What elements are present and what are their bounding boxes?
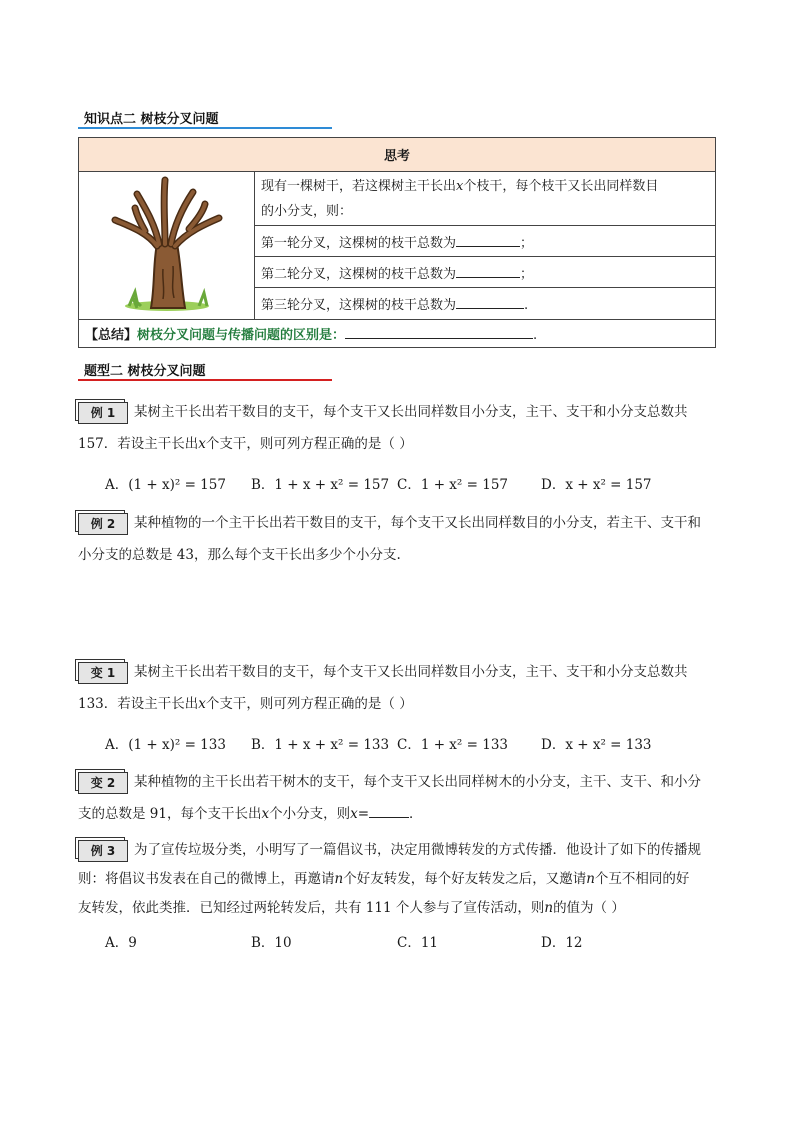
round1-end: ；	[520, 235, 534, 251]
round1-cell	[255, 226, 716, 257]
variant-2	[78, 766, 723, 830]
example-3-line2b: 个好友转发，每个好友转发之后，又邀请	[343, 871, 587, 887]
variant-1-line1: 某树主干长出若干数目的支干，每个支干又长出同样数目小分支，主干、支干和小分支总数共	[134, 664, 688, 680]
example-3-option-c[interactable]: C．11	[397, 935, 439, 951]
variant-1-variable: x	[198, 696, 206, 712]
section-underline-blue	[78, 127, 332, 129]
example-1-option-a[interactable]: A．(1 + x)² = 157	[105, 477, 226, 493]
variant-2-line1: 某种植物的主干长出若干树木的支干，每个支干又长出同样树木的小分支，主干、支干、和小分	[134, 774, 701, 790]
section-title-knowledge: 知识点二 树枝分叉问题	[84, 112, 219, 127]
example-3-line3b: 的值为（ ）	[553, 900, 625, 916]
tree-image-cell	[79, 172, 255, 320]
section-underline-red	[78, 379, 332, 381]
example-3-n-2: n	[586, 871, 595, 887]
thinking-table	[78, 137, 716, 348]
intro-text-1: 现有一棵树干，若这棵树主干长出	[261, 178, 457, 194]
round2-end: ；	[520, 266, 534, 282]
round3-cell	[255, 288, 716, 320]
section-title-question-type: 题型二 树枝分叉问题	[84, 364, 206, 379]
variant-1	[78, 656, 723, 720]
round2-label: 第二轮分叉，这棵树的枝干总数为	[261, 266, 457, 282]
example-3-option-d[interactable]: D．12	[541, 935, 583, 951]
intro-text-1b: 个枝干，每个枝干又长出同样数目	[463, 178, 659, 194]
variant-2-line2a: 支的总数是 91，每个支干长出	[78, 806, 262, 822]
intro-text-2: 的小分支，则：	[261, 203, 353, 219]
intro-cell	[255, 172, 716, 226]
variant-2-variable: x	[261, 806, 270, 822]
round3-end: .	[524, 298, 529, 313]
example-1-option-d[interactable]: D．x + x² = 157	[541, 477, 652, 493]
example-1-tag: 例 1	[78, 402, 128, 424]
example-3-line1: 为了宣传垃圾分类，小明写了一篇倡议书，决定用微博转发的方式传播．他设计了如下的传播规	[134, 842, 701, 858]
example-1-line1: 某树主干长出若干数目的支干，每个支干又长出同样数目小分支，主干、支干和小分支总数共	[134, 404, 688, 420]
table-header: 思考	[79, 138, 716, 172]
variant-1-option-a[interactable]: A．(1 + x)² = 133	[105, 737, 226, 753]
summary-label: 【总结】	[85, 328, 138, 343]
intro-variable: x	[456, 178, 464, 194]
round1-label: 第一轮分叉，这棵树的枝干总数为	[261, 235, 457, 251]
example-3-option-b[interactable]: B．10	[251, 935, 292, 951]
example-1	[78, 396, 723, 460]
example-3-n-1: n	[334, 871, 344, 887]
example-3-line2a: 则：将倡议书发表在自己的微博上，再邀请	[78, 871, 335, 887]
summary-blank[interactable]	[345, 324, 533, 339]
variant-1-line2b: 个支干，则可列方程正确的是（ ）	[205, 696, 413, 712]
example-1-option-c[interactable]: C．1 + x² = 157	[397, 477, 508, 493]
variant-2-blank[interactable]	[369, 803, 409, 818]
example-3	[78, 836, 723, 923]
example-1-variable: x	[198, 436, 206, 452]
summary-text: 树枝分叉问题与传播问题的区别是：	[137, 328, 346, 343]
round3-blank[interactable]	[456, 294, 524, 309]
variant-1-option-c[interactable]: C．1 + x² = 133	[397, 737, 508, 753]
variant-2-tag: 变 2	[78, 772, 128, 794]
example-1-option-b[interactable]: B．1 + x + x² = 157	[251, 477, 390, 493]
example-3-tag: 例 3	[78, 840, 128, 862]
variant-1-option-b[interactable]: B．1 + x + x² = 133	[251, 737, 390, 753]
round1-blank[interactable]	[456, 232, 520, 247]
example-1-line2a: 157．若设主干长出	[78, 436, 199, 452]
round2-cell	[255, 257, 716, 288]
round2-blank[interactable]	[456, 263, 520, 278]
example-3-n-3: n	[544, 900, 554, 916]
round3-label: 第三轮分叉，这棵树的枝干总数为	[261, 298, 457, 313]
example-2-line1: 某种植物的一个主干长出若干数目的支干，每个支干又长出同样数目的小分支，若主干、支干和	[134, 515, 701, 531]
example-3-line3a: 友转发，依此类推．已知经过两轮转发后，共有 111 个人参与了宣传活动，则	[78, 900, 545, 916]
example-2	[78, 507, 723, 571]
example-2-line2: 小分支的总数是 43，那么每个支干长出多少个小分支.	[78, 547, 401, 563]
variant-1-line2a: 133．若设主干长出	[78, 696, 199, 712]
variant-1-option-d[interactable]: D．x + x² = 133	[541, 737, 652, 753]
variant-1-tag: 变 1	[78, 662, 128, 684]
example-3-line2c: 个互不相同的好	[594, 871, 690, 887]
variant-2-line2b: 个小分支，则	[269, 806, 351, 822]
example-3-option-a[interactable]: A．9	[105, 935, 137, 951]
tree-illustration	[107, 174, 227, 314]
summary-cell	[79, 320, 716, 348]
summary-end: .	[533, 328, 538, 343]
variant-2-end: ．	[409, 806, 423, 822]
example-2-tag: 例 2	[78, 513, 128, 535]
example-1-line2b: 个支干，则可列方程正确的是（ ）	[205, 436, 413, 452]
variant-2-x-equals: x=	[350, 806, 370, 822]
